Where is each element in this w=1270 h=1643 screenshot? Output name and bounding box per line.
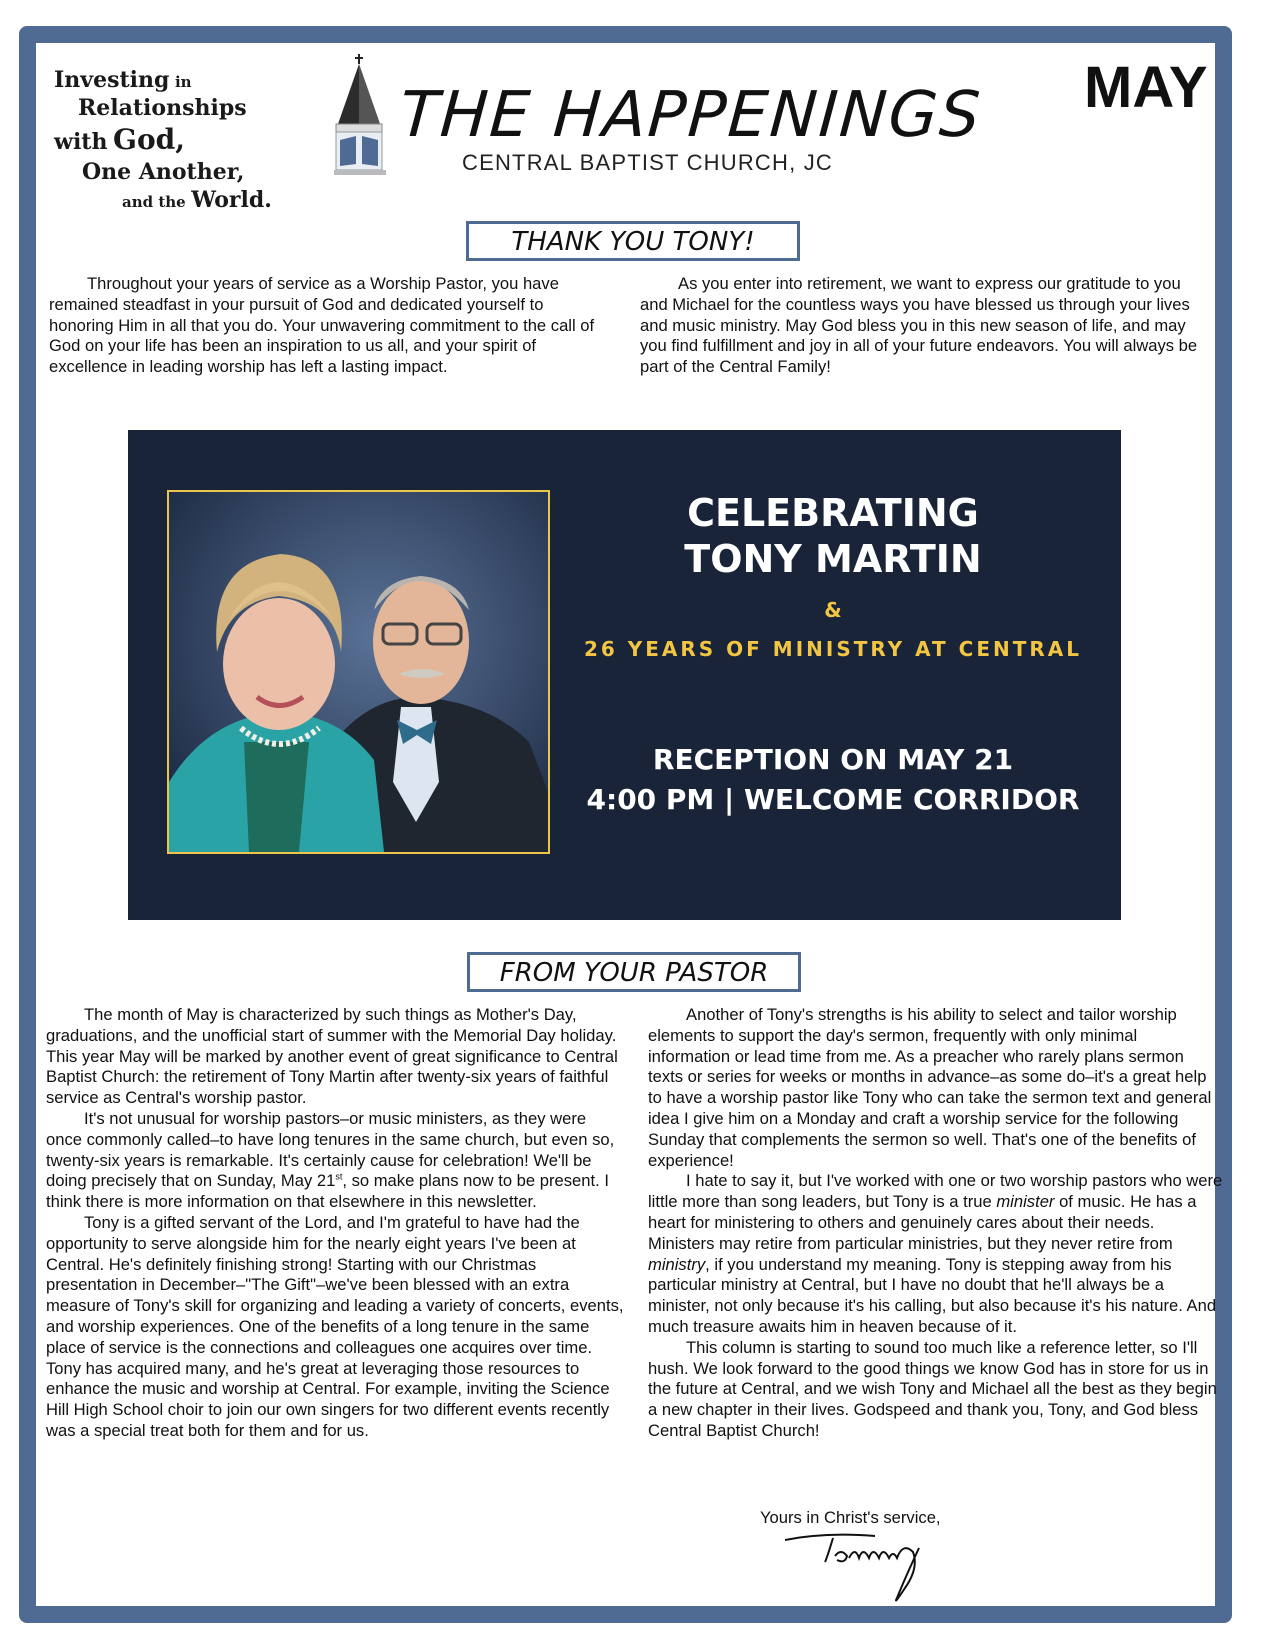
pastor-left-column: [46, 1005, 624, 1442]
pastor-paragraph: This column is starting to sound too much like a reference letter, so I'll hush. We look forward to the good things we know God has in store for us in the future at Central, and we wish Tony and Michael all the best as they begin a new chapter in their lives. Godspeed and thank you, Tony, and God bless Central Baptist Church!: [648, 1337, 1217, 1440]
banner-reception-time: 4:00 PM | WELCOME CORRIDOR: [586, 783, 1080, 816]
thank-you-right-column: As you enter into retirement, we want to express our gratitude to you and Michael for the countless ways you have blessed us through your lives and music ministry. May God bless you in this new season of life, and may you find fulfillment and joy in all of your future endeavors. You will always be part of the Central Family!: [640, 274, 1198, 377]
thank-you-left-column: Throughout your years of service as a Worship Pastor, you have remained steadfast in your pursuit of God and dedicated yourself to honoring Him in all that you do. Your unwavering commitment to the call of God on your life has been an inspiration to us all, and your spirit of excellence in leading worship has left a lasting impact.: [49, 274, 595, 377]
signature-scribble: [785, 1528, 965, 1608]
pastor-paragraph: It's not unusual for worship pastors–or music ministers, as they were once commonly called–to have long tenures in the same church, but even so, twenty-six years is remarkable. It's certainly cause for celebration! We'll be doing precisely that on Sunday, May 21st, so make plans now to be present. I think there is more information on that elsewhere in this newsletter.: [46, 1108, 615, 1212]
closing-line: Yours in Christ's service,: [760, 1508, 941, 1527]
banner-ampersand: &: [824, 598, 842, 622]
pastor-heading: FROM YOUR PASTOR: [467, 952, 801, 992]
pastor-paragraph: Another of Tony's strengths is his ability to select and tailor worship elements to support the day's sermon, frequently with only minimal information or lead time from me. As a preacher who rarely plans sermon texts or series for weeks or months in advance–as some do–it's a great help to have a worship pastor like Tony who can take the sermon text and general idea I give him on a Monday and craft a worship service for the following Sunday that complements the sermon so well. That's one of the benefits of experience!: [648, 1005, 1212, 1170]
celebration-banner: [128, 430, 1121, 920]
pastor-paragraph: The month of May is characterized by such things as Mother's Day, graduations, and the unofficial start of summer with the Memorial Day holiday. This year May will be marked by another event of great significance to Central Baptist Church: the retirement of Tony Martin after twenty-six years of faithful service as Central's worship pastor.: [46, 1005, 618, 1108]
newsletter-subtitle: CENTRAL BAPTIST CHURCH, JC: [462, 150, 834, 175]
thank-you-heading: THANK YOU TONY!: [466, 221, 800, 261]
pastor-right-column: [648, 1005, 1223, 1442]
steeple-logo-icon: [330, 54, 392, 184]
photo-couple: [167, 490, 550, 854]
banner-years: 26 YEARS OF MINISTRY AT CENTRAL: [583, 637, 1082, 661]
pastor-paragraph: I hate to say it, but I've worked with one or two worship pastors who were little more than song leaders, but Tony is a true minister of music. He has a heart for ministering to others and genuinely cares about their needs. Ministers may retire from particular ministries, but they never retire from ministry, if you understand my meaning. Tony is stepping away from his particular ministry at Central, but I have no doubt that he'll always be a minister, not only because it's his calling, but also because it's his nature. And much treasure awaits him in heaven because of it.: [648, 1171, 1223, 1336]
banner-reception-date: RECEPTION ON MAY 21: [652, 743, 1014, 776]
banner-line-name: TONY MARTIN: [684, 537, 982, 581]
newsletter-title: THE HAPPENINGS: [397, 78, 985, 151]
pastor-paragraph: Tony is a gifted servant of the Lord, and I'm grateful to have had the opportunity to serve alongside him for the nearly eight years I've been at Central. He's definitely finishing strong! Starting with our Christmas presentation in December–"The Gift"–we've been blessed with an extra measure of Tony's skill for organizing and leading a variety of concerts, events, and worship experiences. One of the benefits of a long tenure in the same place of service is the connections and colleagues one acquires over time. Tony has acquired many, and he's great at leveraging those resources to enhance the music and worship at Central. For example, inviting the Science Hill High School choir to join our own singers for two different events recently was a special treat both for them and for us.: [46, 1212, 624, 1440]
issue-month: MAY: [1084, 55, 1208, 120]
banner-line-celebrating: CELEBRATING: [687, 491, 979, 535]
